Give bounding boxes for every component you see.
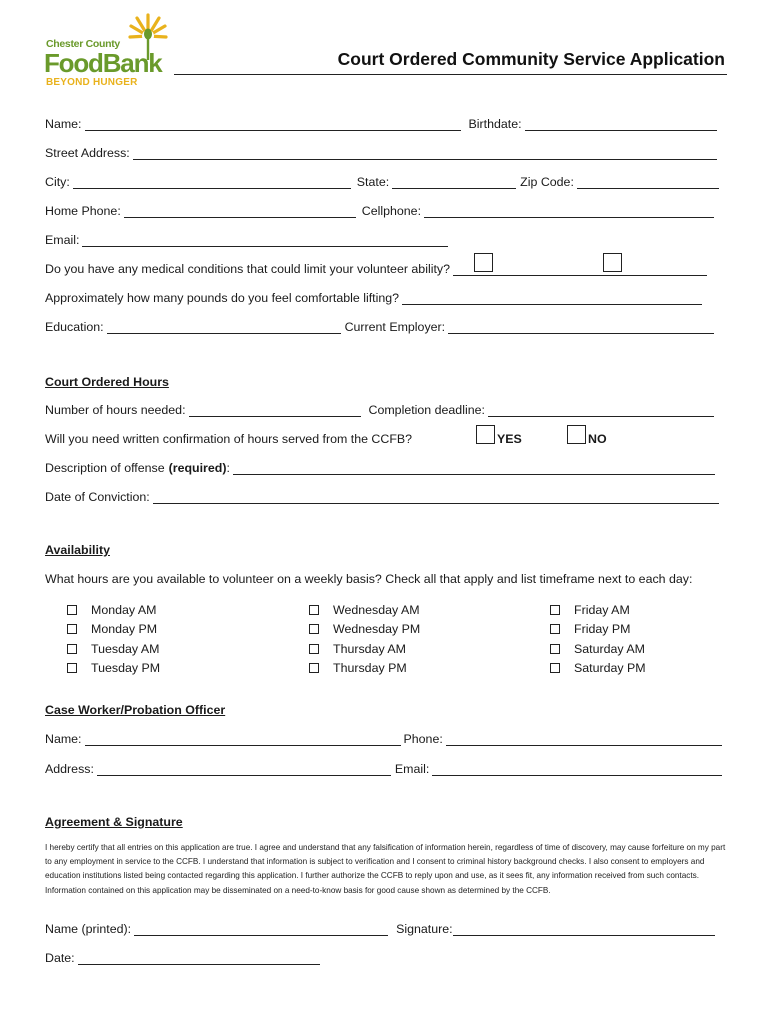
availability-col-3 xyxy=(550,600,646,678)
availability-option[interactable] xyxy=(67,600,160,620)
offense-required: (required) xyxy=(168,461,227,475)
birthdate-label: Birthdate: xyxy=(468,117,522,131)
availability-heading: Availability xyxy=(45,543,110,557)
availability-option[interactable] xyxy=(67,639,160,659)
state-label: State: xyxy=(356,175,390,189)
confirmation-no-label: NO xyxy=(588,432,607,446)
checkbox[interactable] xyxy=(550,624,560,634)
option-label: Thursday PM xyxy=(333,661,407,676)
availability-option[interactable] xyxy=(550,639,646,659)
checkbox[interactable] xyxy=(309,624,319,634)
availability-question: What hours are you available to volunteer on a weekly basis? Check all that apply and list timeframe next to each day: xyxy=(45,572,693,586)
confirmation-label: Will you need written confirmation of hours served from the CCFB? xyxy=(45,432,413,446)
street-label: Street Address: xyxy=(45,146,130,160)
caseworker-heading: Case Worker/Probation Officer xyxy=(45,703,226,717)
state-field[interactable] xyxy=(392,188,516,189)
agreement-text: I hereby certify that all entries on this application are true. I agree and understand that any falsification of information herein, regardless of time of discovery, may cause forfeiture on my part to any employment in service to the CCFB. I understand that information is subject to verification and I consent to criminal history background checks. I also consent to employers and education institutions listed being contacted regarding this application. I further authorize the CCFB to reply upon and use, as it sees fit, any information received from such contacts. Information contained on this application may be disseminated on a need-to-know basis for good cause shown as determined by the CCFB. xyxy=(45,843,726,895)
logo-tagline: BEYOND HUNGER xyxy=(46,77,138,88)
name-printed-field[interactable] xyxy=(134,935,388,936)
caseworker-address-row xyxy=(45,762,722,776)
signature-row xyxy=(45,922,715,936)
checkbox[interactable] xyxy=(67,644,77,654)
date-label: Date: xyxy=(45,951,75,965)
conviction-field[interactable] xyxy=(153,503,719,504)
education-field[interactable] xyxy=(107,333,341,334)
availability-option[interactable] xyxy=(309,620,420,640)
page-title: Court Ordered Community Service Application xyxy=(337,49,725,69)
offense-label: Description of offense xyxy=(45,461,165,475)
confirmation-no-checkbox[interactable] xyxy=(567,425,586,444)
offense-colon: : xyxy=(226,461,230,475)
name-label: Name: xyxy=(45,117,82,131)
employer-field[interactable] xyxy=(448,333,714,334)
lifting-row xyxy=(45,291,702,305)
option-label: Tuesday PM xyxy=(91,661,161,676)
education-label: Education: xyxy=(45,320,104,334)
caseworker-name-field[interactable] xyxy=(85,745,401,746)
education-row xyxy=(45,320,714,334)
city-row xyxy=(45,175,719,189)
foodbank-logo xyxy=(44,12,169,90)
signature-label: Signature: xyxy=(396,922,453,936)
medical-label: Do you have any medical conditions that could limit your volunteer ability? xyxy=(45,262,450,276)
employer-label: Current Employer: xyxy=(344,320,446,334)
availability-option[interactable] xyxy=(309,639,420,659)
medical-no-checkbox[interactable] xyxy=(603,253,622,272)
availability-option[interactable] xyxy=(309,600,420,620)
deadline-label: Completion deadline: xyxy=(368,403,485,417)
city-field[interactable] xyxy=(73,188,351,189)
logo-name: FoodBank xyxy=(44,48,162,78)
caseworker-phone-field[interactable] xyxy=(446,745,722,746)
date-row xyxy=(45,951,320,965)
street-field[interactable] xyxy=(133,159,717,160)
offense-field[interactable] xyxy=(233,474,715,475)
caseworker-name-row xyxy=(45,732,722,746)
caseworker-email-field[interactable] xyxy=(432,775,722,776)
name-row xyxy=(45,117,725,131)
lifting-field[interactable] xyxy=(402,304,702,305)
email-field[interactable] xyxy=(82,246,448,247)
checkbox[interactable] xyxy=(550,644,560,654)
home-phone-field[interactable] xyxy=(124,217,356,218)
availability-option[interactable] xyxy=(67,620,160,640)
name-printed-label: Name (printed): xyxy=(45,922,132,936)
option-label: Friday AM xyxy=(574,602,630,617)
home-phone-label: Home Phone: xyxy=(45,204,121,218)
option-label: Wednesday AM xyxy=(333,602,420,617)
caseworker-address-label: Address: xyxy=(45,762,94,776)
conviction-label: Date of Conviction: xyxy=(45,490,150,504)
phone-row xyxy=(45,204,714,218)
name-field[interactable] xyxy=(85,130,461,131)
email-row xyxy=(45,233,448,247)
cellphone-label: Cellphone: xyxy=(361,204,422,218)
lifting-label: Approximately how many pounds do you feel comfortable lifting? xyxy=(45,291,400,305)
checkbox[interactable] xyxy=(309,663,319,673)
birthdate-field[interactable] xyxy=(525,130,717,131)
option-label: Thursday AM xyxy=(333,641,406,656)
availability-option[interactable] xyxy=(309,659,420,679)
hours-needed-field[interactable] xyxy=(189,416,361,417)
checkbox[interactable] xyxy=(67,624,77,634)
date-field[interactable] xyxy=(78,964,320,965)
option-label: Saturday PM xyxy=(574,661,646,676)
option-label: Monday AM xyxy=(91,602,157,617)
checkbox[interactable] xyxy=(550,605,560,615)
agreement-heading: Agreement & Signature xyxy=(45,815,183,829)
offense-row xyxy=(45,461,715,475)
zip-label: Zip Code: xyxy=(520,175,574,189)
medical-yes-checkbox[interactable] xyxy=(474,253,493,272)
logo-county: Chester County xyxy=(46,38,120,50)
medical-field[interactable] xyxy=(453,275,707,276)
option-label: Monday PM xyxy=(91,622,158,637)
confirmation-yes-label: YES xyxy=(497,432,522,446)
signature-field[interactable] xyxy=(453,935,715,936)
confirmation-row xyxy=(45,432,412,446)
availability-option[interactable] xyxy=(67,659,160,679)
title-rule xyxy=(174,74,727,75)
checkbox[interactable] xyxy=(309,605,319,615)
confirmation-yes-checkbox[interactable] xyxy=(476,425,495,444)
availability-col-2 xyxy=(309,600,420,678)
cellphone-field[interactable] xyxy=(424,217,714,218)
street-row xyxy=(45,146,717,160)
availability-option[interactable] xyxy=(550,600,646,620)
caseworker-phone-label: Phone: xyxy=(403,732,443,746)
caseworker-name-label: Name: xyxy=(45,732,82,746)
checkbox[interactable] xyxy=(67,605,77,615)
availability-col-1 xyxy=(67,600,160,678)
option-label: Saturday AM xyxy=(574,641,645,656)
option-label: Friday PM xyxy=(574,622,631,637)
conviction-row xyxy=(45,490,719,504)
checkbox[interactable] xyxy=(550,663,560,673)
city-label: City: xyxy=(45,175,70,189)
deadline-field[interactable] xyxy=(488,416,714,417)
email-label: Email: xyxy=(45,233,80,247)
checkbox[interactable] xyxy=(309,644,319,654)
zip-field[interactable] xyxy=(577,188,719,189)
court-hours-heading: Court Ordered Hours xyxy=(45,375,169,389)
hours-row xyxy=(45,403,714,417)
caseworker-email-label: Email: xyxy=(394,762,430,776)
option-label: Tuesday AM xyxy=(91,641,160,656)
availability-option[interactable] xyxy=(550,659,646,679)
hours-needed-label: Number of hours needed: xyxy=(45,403,186,417)
option-label: Wednesday PM xyxy=(333,622,421,637)
checkbox[interactable] xyxy=(67,663,77,673)
availability-option[interactable] xyxy=(550,620,646,640)
caseworker-address-field[interactable] xyxy=(97,775,391,776)
